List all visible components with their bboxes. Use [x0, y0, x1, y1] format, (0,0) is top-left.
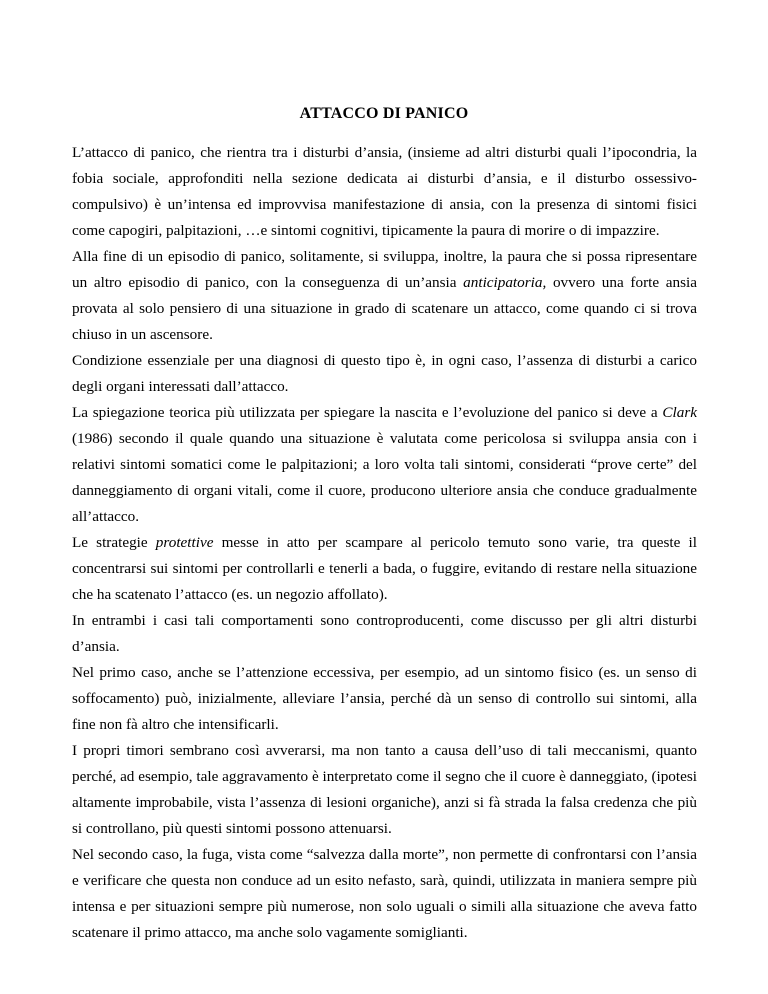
- italic-text: Clark: [662, 404, 697, 421]
- paragraph: [72, 842, 697, 946]
- paragraph: [72, 608, 697, 660]
- paragraph-text: messe in atto per scampare al pericolo temuto sono varie, tra queste il concentrarsi sui sintomi per controllarli e tenerli a bada, o fuggire, evitando di restare nella situazione che ha scatenato l’attacco (es. un negozio affollato).: [72, 534, 697, 603]
- paragraph-text: Nel secondo caso, la fuga, vista come “salvezza dalla morte”, non permette di confrontarsi con l’ansia e verificare che questa non conduce ad un esito nefasto, sarà, quindi, utilizzata in maniera sempre più intensa e per situazioni sempre più numerose, non solo uguali o simili alla situazione che aveva fatto scatenare il primo attacco, ma anche solo vagamente somiglianti.: [72, 846, 697, 941]
- paragraph-text: Alla fine di un episodio di panico, solitamente, si sviluppa, inoltre, la paura che si possa ripresentare un altro episodio di panico, con la conseguenza di un’ansia: [72, 248, 697, 291]
- paragraph: [72, 660, 697, 738]
- italic-text: protettive: [155, 534, 214, 551]
- paragraph: [72, 348, 697, 400]
- paragraph-text: ovvero una forte ansia provata al solo pensiero di una situazione in grado di scatenare un attacco, come quando ci si trova chiuso in un ascensore.: [72, 274, 697, 343]
- paragraph-text: I propri timori sembrano così avverarsi, ma non tanto a causa dell’uso di tali meccanismi, quanto perché, ad esempio, tale aggravamento è interpretato come il segno che il cuore è danneggiato, (ipotesi altamente improbabile, vista l’assenza di lesioni organiche), anzi si fà strada la falsa credenza che più si controllano, più questi sintomi possono attenuarsi.: [72, 742, 697, 837]
- paragraph-text: In entrambi i casi tali comportamenti sono controproducenti, come discusso per gli altri disturbi d’ansia.: [72, 612, 697, 655]
- paragraph: [72, 244, 697, 348]
- paragraph-text: Nel primo caso, anche se l’attenzione eccessiva, per esempio, ad un sintomo fisico (es. un senso di soffocamento) può, inizialmente, alleviare l’ansia, perché dà un senso di controllo sui sintomi, alla fine non fà altro che intensificarli.: [72, 664, 697, 733]
- paragraph: [72, 738, 697, 842]
- document-title: ATTACCO DI PANICO: [299, 105, 469, 122]
- paragraph-text: Le strategie: [72, 534, 156, 551]
- paragraph-text: La spiegazione teorica più utilizzata per spiegare la nascita e l’evoluzione del panico si deve a: [72, 404, 663, 421]
- document-body: [72, 140, 697, 946]
- paragraph-text: (1986) secondo il quale quando una situazione è valutata come pericolosa si sviluppa ansia con i relativi sintomi somatici come le palpitazioni; a loro volta tali sintomi, considerati “prove certe” del danneggiamento di organi vitali, come il cuore, producono ulteriore ansia che conduce gradualmente all’attacco.: [72, 430, 697, 525]
- paragraph: [72, 400, 697, 530]
- italic-text: anticipatoria,: [463, 274, 547, 291]
- paragraph: [72, 140, 697, 244]
- paragraph-text: L’attacco di panico, che rientra tra i disturbi d’ansia, (insieme ad altri disturbi quali l’ipocondria, la fobia sociale, approfonditi nella sezione dedicata ai disturbi d’ansia, e il disturbo ossessivo-compulsivo) è un’intensa ed improvvisa manifestazione di ansia, con la presenza di sintomi fisici come capogiri, palpitazioni, …e sintomi cognitivi, tipicamente la paura di morire o di impazzire.: [72, 144, 697, 239]
- paragraph: [72, 530, 697, 608]
- paragraph-text: Condizione essenziale per una diagnosi di questo tipo è, in ogni caso, l’assenza di disturbi a carico degli organi interessati dall’attacco.: [72, 352, 697, 395]
